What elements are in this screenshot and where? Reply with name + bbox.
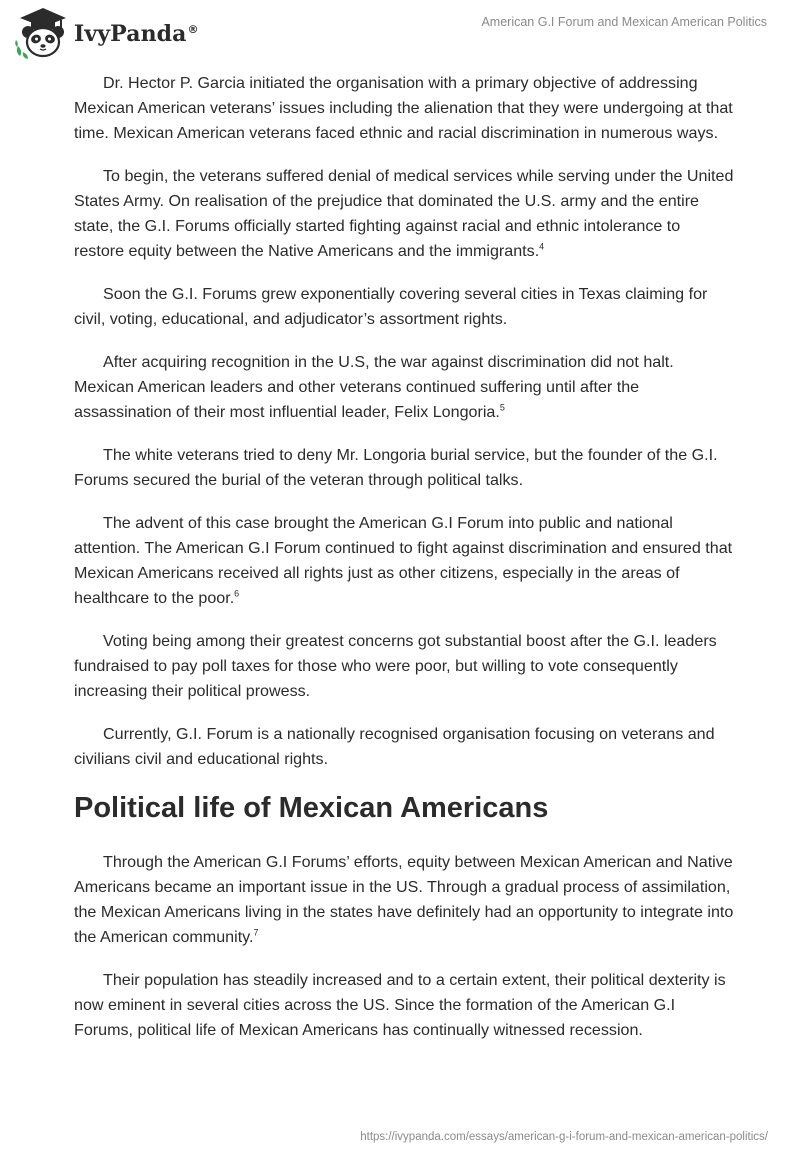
paragraph-text: After acquiring recognition in the U.S, the war against discrimination did not halt. Mexican American leaders and other veterans continued suffering until after the assassination of their most influential leader, Felix Longoria. <box>74 353 674 421</box>
essay-paragraph <box>74 164 734 264</box>
paragraph-text: The advent of this case brought the American G.I Forum into public and national attention. The American G.I Forum continued to fight against discrimination and ensured that Mexican Americans received all rights just as other citizens, especially in the areas of healthcare to the poor. <box>74 514 733 607</box>
essay-paragraph <box>74 443 734 493</box>
footnote-marker[interactable]: 4 <box>539 241 545 252</box>
footnote-marker[interactable]: 7 <box>253 927 259 938</box>
essay-paragraph <box>74 722 734 772</box>
essay-paragraph <box>74 850 734 950</box>
essay-paragraph <box>74 350 734 425</box>
paragraph-text: Through the American G.I Forums’ efforts, equity between Mexican American and Native Americans became an important issue in the US. Through a gradual process of assimilation, the Mexican Americans living in the states have definitely had an opportunity to integrate into the American community. <box>74 853 734 946</box>
document-title: American G.I Forum and Mexican American Politics <box>481 15 767 29</box>
paragraph-text: Voting being among their greatest concerns got substantial boost after the G.I. leaders fundraised to pay poll taxes for those who were poor, but willing to vote consequently increasing their political prowess. <box>74 632 717 700</box>
paragraph-text: Soon the G.I. Forums grew exponentially covering several cities in Texas claiming for civil, voting, educational, and adjudicator’s assortment rights. <box>74 285 708 328</box>
essay-content <box>74 71 734 1061</box>
page-header <box>0 0 800 70</box>
panda-graduate-icon <box>14 6 72 60</box>
paragraph-text: Their population has steadily increased and to a certain extent, their political dexterity is now eminent in several cities across the US. Since the formation of the American G.I Forums, political life of Mexican Americans has continually witnessed recession. <box>74 971 726 1039</box>
ivypanda-logo[interactable] <box>14 6 199 60</box>
paragraph-group-top <box>74 71 734 772</box>
footnote-marker[interactable]: 5 <box>499 402 505 413</box>
paragraph-group-bottom <box>74 850 734 1043</box>
essay-paragraph <box>74 511 734 611</box>
paragraph-text: The white veterans tried to deny Mr. Longoria burial service, but the founder of the G.I. Forums secured the burial of the veteran through political talks. <box>74 446 718 489</box>
paragraph-text: Dr. Hector P. Garcia initiated the organisation with a primary objective of addressing Mexican American veterans’ issues including the alienation that they were undergoing at that time. Mexican American veterans faced ethnic and racial discrimination in numerous ways. <box>74 74 733 142</box>
footnote-marker[interactable]: 6 <box>234 588 240 599</box>
essay-paragraph <box>74 968 734 1043</box>
essay-paragraph <box>74 629 734 704</box>
essay-paragraph <box>74 282 734 332</box>
source-url[interactable]: https://ivypanda.com/essays/american-g-i-forum-and-mexican-american-politics/ <box>360 1131 768 1143</box>
essay-paragraph <box>74 71 734 146</box>
logo-wordmark: IvyPanda® <box>74 21 199 47</box>
paragraph-text: Currently, G.I. Forum is a nationally recognised organisation focusing on veterans and civilians civil and educational rights. <box>74 725 715 768</box>
section-heading: Political life of Mexican Americans <box>74 792 549 824</box>
paragraph-text: To begin, the veterans suffered denial of medical services while serving under the United States Army. On realisation of the prejudice that dominated the U.S. army and the entire state, the G.I. Forums officially started fighting against racial and ethnic intolerance to restore equity between the Native Americans and the immigrants. <box>74 167 734 260</box>
